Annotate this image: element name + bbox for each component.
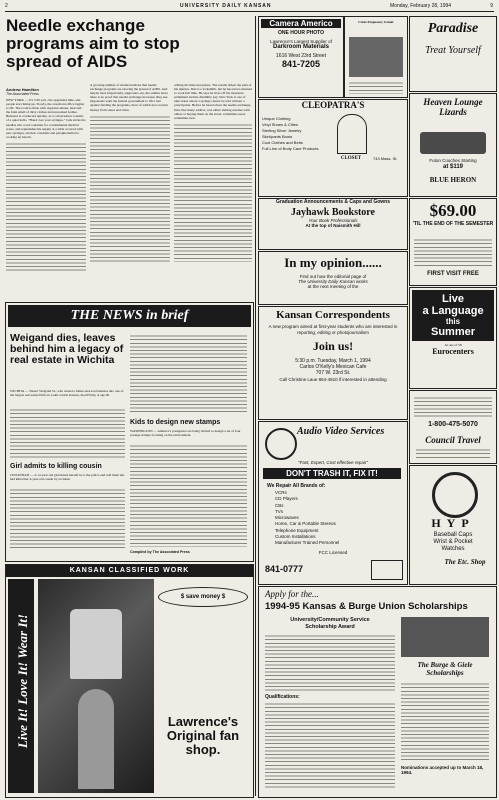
text-lines (174, 122, 252, 262)
cleopatras-ad (258, 99, 408, 197)
fanshop-side-text: Live It! Love It! Wear It! (15, 613, 30, 749)
audio-repair-item: Manufacturer Trained Personnel (275, 540, 340, 546)
audio-video-ad (258, 421, 408, 585)
news-compiled-credit: Compiled by The Associated Press (130, 550, 190, 554)
person-shape (78, 689, 114, 789)
language-banner (412, 290, 494, 341)
language-line3: this (445, 317, 461, 326)
news-in-brief-title: THE NEWS in brief (70, 308, 189, 323)
camera-line2: Darkroom Materials (272, 44, 330, 50)
lead-headline: Needle exchange programs aim to stop spread of AIDS (6, 16, 180, 71)
live-language-ad (409, 287, 497, 389)
text-lines (10, 487, 125, 549)
cleopatra-item: Skirt/pants Boots (262, 134, 293, 139)
heaven-sub: Futon Couches Starting (429, 158, 477, 163)
language-intro: At one of 58 (444, 343, 462, 347)
audio-title: Audio Video Services (297, 426, 385, 437)
burge-title: The Burge & Giele Scholarships (417, 661, 473, 677)
audio-repair-item: Microwaves (275, 515, 299, 521)
jayhawk-bookstore-ad (258, 198, 408, 250)
save-money-badge: $ save money $ (158, 587, 248, 607)
classified-title: KANSAN CLASSIFIED WORK (69, 567, 190, 574)
audio-repair-item: CBs (275, 502, 284, 508)
lead-body-1: NEW YORK — It's 5:30 p.m., the appointed time, and people start lining up. Slowly, the storefront office begins to fill. The room is thick with cigarette smoke, heat and the faint smell of dirty clothes and unwashed bodies. Business is conducted quickly, as a conversation consists of a quiet hello. "Hand over your syringes." Jack sticks his needles into a red container for contaminated medical waste, and replenishes his supply at a table covered with new syringes, alcohol, condoms and paraphernalia for cooking up heroin. (6, 98, 86, 139)
audio-repair-item: CD Players (275, 496, 298, 502)
eurocenters-ad (409, 390, 497, 464)
text-lines (265, 701, 395, 789)
audio-repair-item: Custom Installations (275, 534, 316, 540)
crisis-center-ad (344, 16, 408, 98)
speaker-icon (265, 428, 297, 460)
classified-banner (6, 565, 253, 577)
watch-icon (432, 472, 478, 518)
jayhawk-top: Graduation Announcements & Caps and Gowns (276, 199, 390, 205)
cleopatra-item: Full Line of Body Care Products (262, 146, 319, 151)
correspondents-ad (258, 306, 408, 420)
opinion-line2: The University Daily Kansan works (298, 279, 368, 284)
scholarship-nominations: Nominations accepted up to March 18, 1994. (401, 765, 484, 775)
scholarship-intro: Apply for the... (265, 589, 319, 599)
lead-column-2 (90, 83, 170, 298)
page-number-left: 2 (5, 3, 9, 9)
news-story-2-body: CINCINNATI — A 12-year-old girl turned herself in to the police and told them she had killed her 4-year-old cousin by accident. (10, 473, 125, 482)
fanshop-photo (38, 579, 154, 793)
text-lines (401, 681, 489, 761)
paper-name: UNIVERSITY DAILY KANSAN (180, 3, 272, 9)
hp-line2: Wrist & Pocket (433, 539, 473, 545)
correspondents-where: Carlos O'Kelly's Mexican Cafe (299, 364, 367, 370)
cleopatra-name: CLEOPATRA'S (301, 100, 365, 110)
scholarship-ad (258, 586, 497, 798)
semester-promo: FIRST VISIT FREE (427, 271, 479, 277)
news-story-1-body: WICHITA — Nestor Weigand Sr., who turned a father-and-son business into one of the largest real estate firms in south central Kansas, died Friday at age 90. (10, 389, 124, 398)
text-lines (416, 447, 490, 459)
scholarship-sub2: Scholarship Award (305, 624, 355, 630)
camera-americo-ad (258, 16, 344, 98)
opinion-line3: at the next meeting of the (307, 284, 359, 289)
correspondents-contact: Call Christine Laue 864-4810 if interested in attending (279, 377, 387, 382)
text-lines (130, 333, 247, 415)
column-divider (255, 16, 256, 796)
audio-repair-item: Telephone Equipment (275, 527, 319, 533)
audio-phone: 841-0777 (265, 564, 304, 574)
text-lines (130, 443, 247, 547)
scholarship-sub1: University/Community Service (290, 617, 370, 623)
semester-price: $69.00 (429, 201, 477, 220)
semester-tagline: 'TIL THE END OF THE SEMESTER (412, 221, 494, 227)
camera-phone: 841-7205 (281, 59, 321, 69)
lead-body-3: willing his misconceptions. The results defeat the pain of his injuries. Dan is a locksmith, but he has never returned to work full time. He says he lives off his insurance settlement and his disability pay. New York is one of nine states where a syringe cannot be sold without a prescription. Before he heard about the needle exchange, Dan, like many addicts, was either sharing needles with others or buying them on the street, sometimes used, sometimes new. (174, 83, 252, 120)
cleopatra-item: Cool Clothes and Belts (262, 140, 303, 145)
audio-repair-item: Home, Car & Portable Stereos (275, 521, 336, 527)
news-story-3-body: WASHINGTON — America's youngsters are being invited to design a set of four postage stamps focusing on the environment. (130, 429, 241, 438)
language-line2: a Language (422, 305, 484, 317)
jayhawk-sub: At the top of Naismith Hill (305, 223, 361, 228)
cleopatra-item: Unique Clothing (262, 116, 291, 121)
in-my-opinion-ad (258, 251, 408, 305)
crisis-photo (349, 37, 403, 77)
audio-tag: "Fast, Expert, Cost effective repair" (298, 460, 368, 465)
classified-ad (5, 564, 254, 798)
text-lines (414, 395, 492, 417)
eurocenters-name: Eurocenters (432, 347, 474, 357)
hp-letters: HYP (431, 516, 475, 530)
cleopatra-address: 743 Mass. St. (373, 156, 398, 161)
council-name: Council Travel (425, 435, 481, 445)
hp-line3: Watches (441, 546, 465, 552)
language-line4: Summer (430, 326, 476, 338)
cleopatra-sub: CLOSET (340, 156, 362, 161)
crisis-text: Crisis Pregnancy Center (358, 20, 394, 24)
news-story-2-headline: Girl admits to killing cousin (10, 463, 102, 470)
news-story-1-headline: Weigand dies, leaves behind him a legacy of real estate in Wichita (10, 332, 124, 366)
lead-column-1 (6, 98, 86, 298)
paradise-name: Paradise (427, 21, 479, 36)
fanshop-side-strip (8, 579, 34, 793)
fanshop-headline: Lawrence's Original fan shop. (166, 714, 240, 757)
issue-date: Monday, February 28, 1994 (390, 3, 452, 9)
audio-repair-list (275, 490, 395, 547)
lead-body-2: A growing number of studies indicate that needle exchange programs are slowing the spread of AIDS. And maybe most importantly, supporters say, the studies show there is no proof that needle exchange increases drug use. Opponents want the federal government to lift a ban against funding the programs, most of which now receive money from states and cities. (90, 83, 169, 112)
opinion-line1: Find out how the editorial page of (299, 274, 367, 279)
semester-deal-ad (409, 198, 497, 286)
heaven-store: BLUE HERON (429, 176, 477, 184)
news-in-brief-banner (8, 305, 251, 327)
text-lines (6, 141, 86, 271)
audio-repair-item: TVs (275, 508, 284, 514)
correspondents-title: Kansan Correspondents (276, 309, 390, 321)
scholarship-photo (401, 617, 489, 657)
language-line1: Live (441, 293, 464, 305)
text-lines (265, 633, 395, 691)
audio-banner: DON'T TRASH IT, FIX IT! (263, 468, 401, 479)
scholarship-title: 1994-95 Kansas & Burge Union Scholarships (265, 601, 468, 612)
audio-repair-item: VCRs (275, 490, 287, 495)
lead-byline-sub: The Associated Press (6, 92, 39, 96)
map-box (371, 560, 403, 580)
heaven-price: at $119 (442, 164, 464, 170)
camera-brand: Camera Americo (261, 19, 341, 28)
jayhawk-name: Jayhawk Bookstore (291, 207, 375, 218)
lead-byline: Andrew Hamilton (6, 87, 39, 92)
camera-sub: ONE HOUR PHOTO (277, 30, 325, 36)
news-in-brief-box (5, 302, 254, 562)
lead-column-3 (174, 83, 252, 298)
text-lines (90, 114, 170, 264)
heaven-lounge-ad (409, 93, 497, 197)
hp-store: The Etc. Shop (444, 558, 486, 566)
cleopatra-item: Vinyl Shoes & Cities (262, 122, 298, 127)
audio-fcc: FCC Licensed (318, 550, 348, 555)
cleopatra-items (262, 116, 332, 152)
correspondents-join: Join us! (312, 339, 354, 353)
futon-image (420, 132, 486, 154)
paradise-sub: Treat Yourself (425, 45, 481, 56)
opinion-title: In my opinion...... (284, 255, 382, 270)
correspondents-desc: A new program aimed at first-year students who are interested in reporting, editing or photojournalism (268, 324, 398, 335)
paradise-ad (409, 16, 497, 92)
heaven-name: Heaven Lounge Lizards (423, 97, 483, 117)
hp-line1: Baseball Caps (433, 532, 473, 538)
correspondents-address: 707 W. 23rd St. (315, 370, 351, 376)
audio-repair-intro: We Repair All Brands of: (267, 483, 326, 489)
cleopatra-item: Sterling Silver Jewelry (262, 128, 302, 133)
page-header (5, 3, 494, 12)
jersey-shape (70, 609, 122, 679)
eurocenters-phone: 1-800-475-5070 (428, 421, 478, 428)
camera-address: 1616 West 23rd Street (276, 53, 326, 59)
text-lines (349, 80, 403, 94)
jayhawk-tag: Your Book Professionals (308, 218, 358, 223)
news-story-3-headline: Kids to design new stamps (130, 419, 221, 426)
hp-watches-ad (409, 465, 497, 585)
text-lines (410, 37, 496, 45)
scholarship-quals: Qualifications: (265, 694, 300, 700)
cleopatra-logo (337, 114, 367, 154)
text-lines (414, 237, 492, 267)
camera-line1: Lawrence's Largest Supplier of (270, 39, 332, 44)
text-lines (10, 407, 125, 459)
correspondents-when: 5:30 p.m. Tuesday, March 1, 1994 (295, 358, 371, 364)
page-number-right: 9 (490, 3, 494, 9)
